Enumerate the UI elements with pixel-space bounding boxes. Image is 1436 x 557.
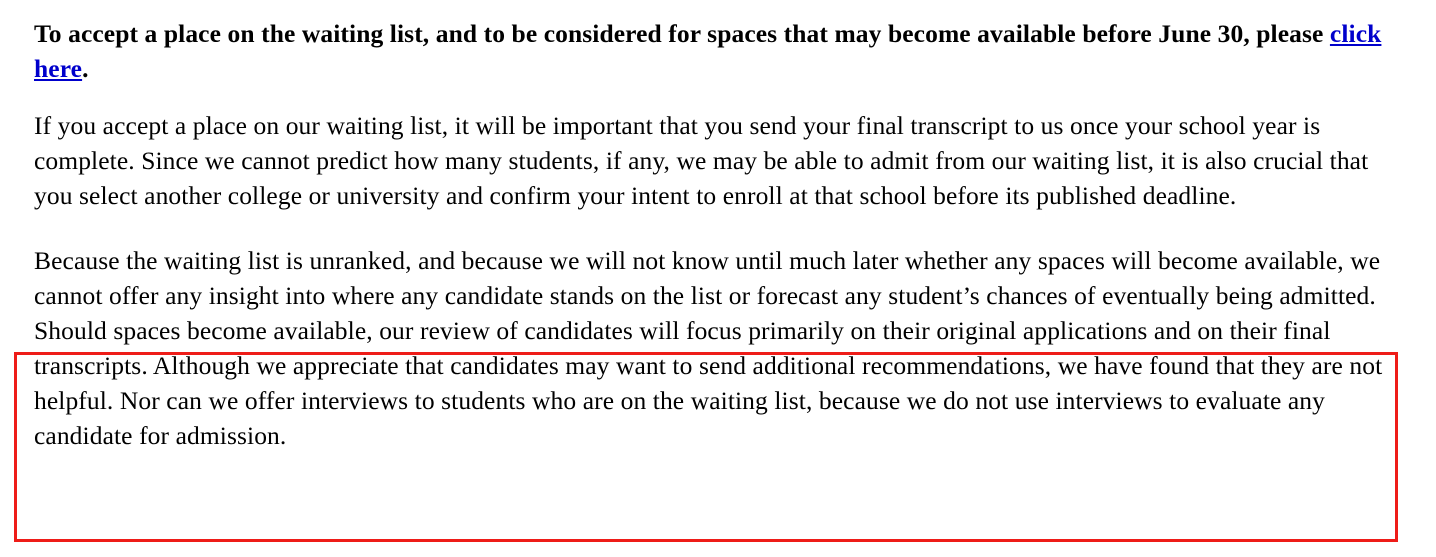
lead-text-before-link: To accept a place on the waiting list, and to be considered for spaces that may become available before June 30, please (34, 19, 1330, 48)
body-paragraph-1: If you accept a place on our waiting list, it will be important that you send your final transcript to us once your school year is complete. Since we cannot predict how many students, if any, we may be able to admit from our waiting list, it is also crucial that you select another college or university and confirm your intent to enroll at that school before its published deadline. (34, 111, 1369, 210)
click-here-link[interactable]: click here (34, 19, 1382, 83)
body-paragraph-2: Because the waiting list is unranked, and because we will not know until much later whether any spaces will become available, we cannot offer any insight into where any candidate stands on the list or forecast any student’s chances of eventually being admitted. Should spaces become available, our review of candidates will focus primarily on their original applications and on their final transcripts. Although we appreciate that candidates may want to send additional recommendations, we have found that they are not helpful. Nor can we offer interviews to students who are on the waiting list, because we do not use interviews to evaluate any candidate for admission. (34, 246, 1383, 450)
lead-paragraph (34, 16, 1388, 86)
lead-text-after-link: . (82, 54, 89, 83)
